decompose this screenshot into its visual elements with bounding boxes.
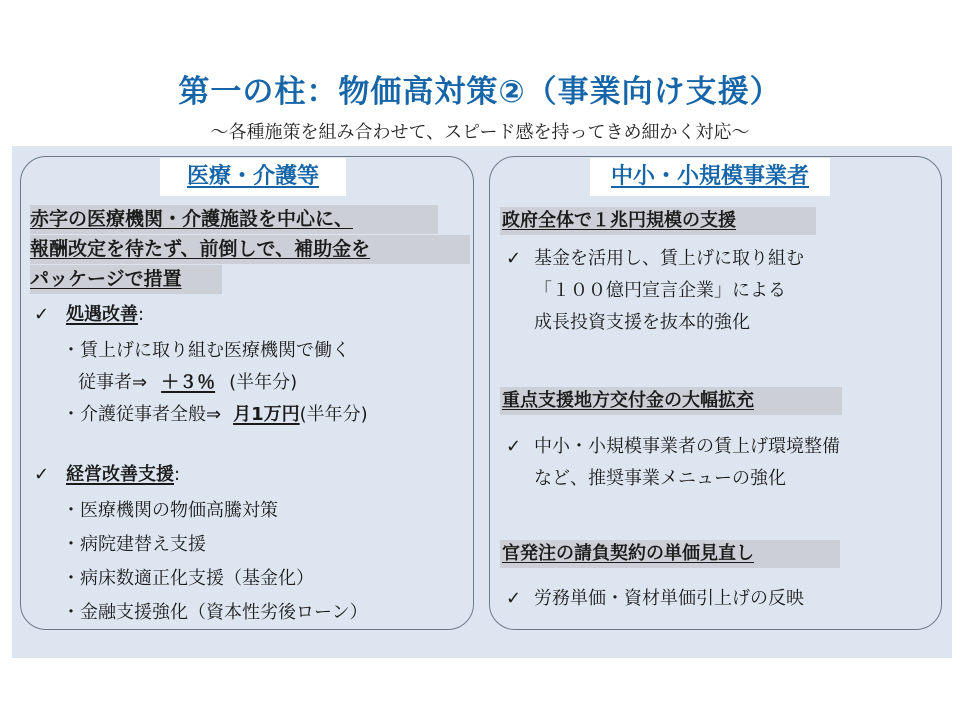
treatment-line-3-pre: ・介護従事者全般⇒ — [62, 404, 222, 425]
colon: : — [138, 304, 145, 325]
treatment-line-1: ・賃上げに取り組む医療機関で働く — [62, 340, 350, 361]
intro-line-2: 報酬改定を待たず、前倒しで、補助金を — [30, 238, 371, 260]
check-icon: ✓ — [506, 588, 522, 609]
monthly-amount-value: 月1万円 — [233, 404, 300, 425]
sme-s1-line-3: 成長投資支援を抜本的強化 — [534, 312, 750, 333]
sme-s2-line-2: など、推奨事業メニューの強化 — [534, 468, 786, 489]
sme-s2-line-1: 中小・小規模事業者の賃上げ環境整備 — [534, 436, 840, 457]
treatment-line-2-post: (半年分) — [229, 372, 298, 393]
treatment-line-3 — [62, 402, 368, 428]
sme-s3-line-1: 労務単価・資材単価引上げの反映 — [534, 588, 804, 609]
management-improvement-heading — [66, 462, 180, 488]
sme-s1-line-1: 基金を活用し、賃上げに取り組む — [534, 248, 804, 269]
management-item-4: ・金融支援強化（資本性劣後ローン） — [62, 602, 368, 623]
page-subtitle: ～各種施策を組み合わせて、スピード感を持ってきめ細かく対応～ — [210, 122, 750, 143]
sme-s1-line-2: 「１００億円宣言企業」による — [534, 280, 786, 301]
management-improvement-label: 経営改善支援 — [66, 464, 174, 485]
sme-title-3: 官発注の請負契約の単価見直し — [502, 543, 754, 564]
colon: : — [174, 464, 181, 485]
medical-care-heading: 医療・介護等 — [160, 158, 346, 196]
check-icon: ✓ — [506, 436, 522, 457]
treatment-line-2 — [78, 370, 297, 396]
management-item-2: ・病院建替え支援 — [62, 534, 206, 555]
treatment-improvement-heading — [66, 302, 144, 328]
sme-title-2: 重点支援地方交付金の大幅拡充 — [502, 390, 754, 411]
treatment-line-3-post: (半年分) — [299, 404, 368, 425]
intro-line-1: 赤字の医療機関・介護施設を中心に、 — [30, 208, 354, 230]
page-title: 第一の柱：物価高対策②（事業向け支援） — [178, 74, 782, 110]
check-icon: ✓ — [506, 248, 522, 269]
treatment-line-2-pre: 従事者⇒ — [78, 372, 148, 393]
intro-line-3: パッケージで措置 — [30, 268, 182, 290]
check-icon: ✓ — [34, 304, 50, 325]
treatment-improvement-label: 処遇改善 — [66, 304, 138, 325]
wage-increase-value: ＋３％ — [161, 372, 216, 393]
management-item-1: ・医療機関の物価高騰対策 — [62, 500, 278, 521]
management-item-3: ・病床数適正化支援（基金化） — [62, 568, 314, 589]
sme-title-1: 政府全体で１兆円規模の支援 — [502, 210, 736, 231]
sme-heading: 中小・小規模事業者 — [590, 158, 830, 196]
check-icon: ✓ — [34, 464, 50, 485]
